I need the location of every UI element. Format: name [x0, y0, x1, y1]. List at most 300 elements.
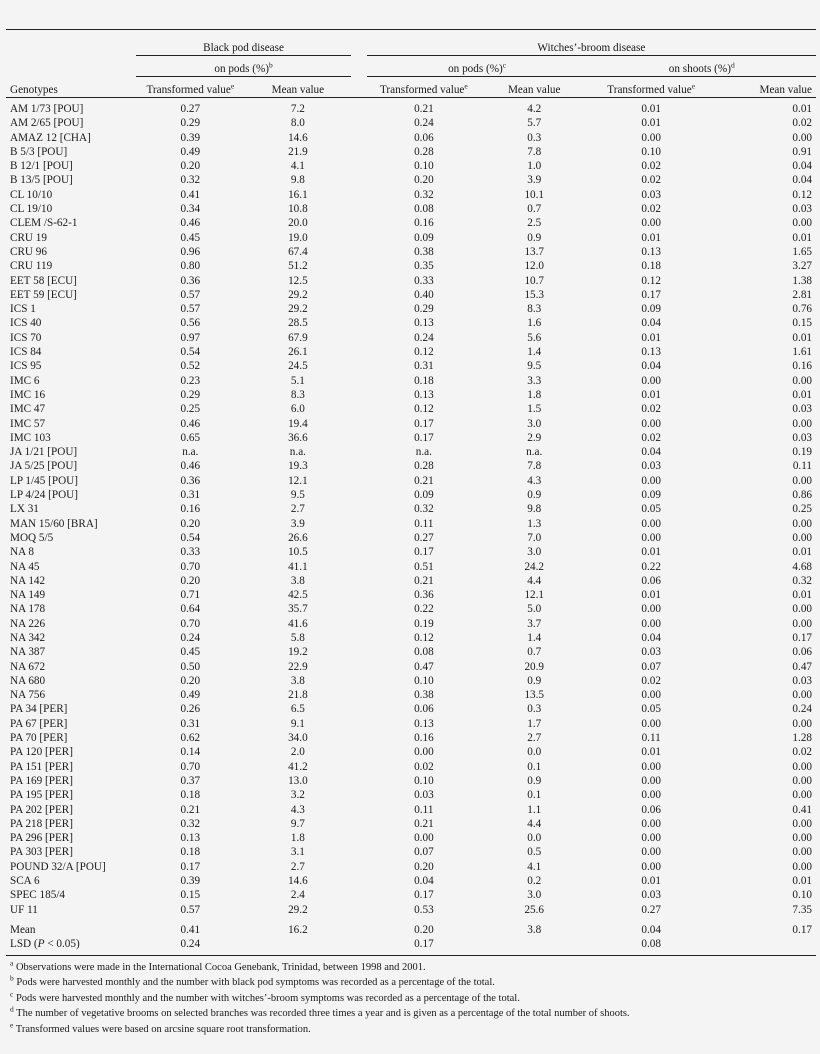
value-cell: 0.12 [414, 631, 434, 644]
value-cell: 0.28 [414, 460, 434, 473]
value-cell: 0.07 [641, 660, 661, 673]
value-cell: n.a. [526, 446, 543, 459]
value-cell: 2.5 [527, 217, 542, 230]
value-cell: 0.02 [641, 160, 661, 173]
value-cell: 29.2 [288, 288, 308, 301]
value-cell: 0.45 [180, 646, 201, 659]
value-cell: 0.17 [414, 417, 434, 430]
value-cell: 0.21 [180, 803, 201, 816]
value-cell: 1.1 [527, 803, 542, 816]
value-cell: 0.06 [641, 803, 661, 816]
value-cell: 0.20 [180, 517, 201, 530]
value-cell: 16.2 [288, 923, 308, 936]
table-row [6, 517, 816, 531]
value-cell: 12.1 [288, 474, 308, 487]
value-cell: 0.36 [414, 589, 434, 602]
value-cell: 0.54 [180, 346, 201, 359]
value-cell: 0.9 [527, 774, 542, 787]
table-row [6, 417, 816, 431]
value-cell: 1.4 [527, 631, 542, 644]
value-cell: 0.01 [641, 117, 661, 130]
value-cell: 0.00 [792, 717, 812, 730]
value-cell: 0.02 [414, 760, 434, 773]
value-cell: 0.18 [414, 374, 434, 387]
value-cell: 0.18 [180, 789, 201, 802]
value-cell: 0.16 [414, 732, 434, 745]
value-cell: 29.2 [288, 903, 308, 916]
value-cell: 0.80 [180, 260, 201, 273]
table-top-rule [6, 29, 816, 30]
genotype-cell: PA 34 [PER] [10, 703, 68, 716]
disease-table [6, 35, 816, 956]
value-cell: 0.31 [180, 489, 201, 502]
table-row [6, 116, 816, 130]
footnote: $^b$ Pods were harvested monthly and the number with black pod symptoms was recorded as a percentage of the total. [10, 973, 495, 989]
value-cell: 0.00 [792, 760, 812, 773]
value-cell: 0.00 [641, 760, 661, 773]
value-cell: 13.0 [288, 774, 308, 787]
value-cell: 0.00 [792, 131, 812, 144]
value-cell: 0.12 [414, 346, 434, 359]
table-row [6, 216, 816, 230]
value-cell: 0.14 [180, 746, 201, 759]
value-cell: 0.05 [641, 503, 661, 516]
value-cell: 4.4 [527, 574, 542, 587]
value-cell: 0.17 [792, 631, 812, 644]
value-cell: 12.1 [524, 589, 545, 602]
value-cell: 7.8 [527, 145, 542, 158]
genotype-cell: SPEC 185/4 [10, 889, 66, 902]
genotype-cell: ICS 95 [10, 360, 42, 373]
genotype-cell: ICS 1 [10, 303, 36, 316]
value-cell: 0.00 [641, 617, 661, 630]
value-cell: 6.5 [290, 703, 305, 716]
genotype-cell: NA 680 [10, 674, 46, 687]
value-cell: 0.06 [414, 131, 434, 144]
value-cell: 10.5 [288, 546, 308, 559]
value-cell: 1.0 [527, 160, 542, 173]
value-cell: 1.3 [527, 517, 542, 530]
value-cell: 0.01 [641, 331, 661, 344]
value-cell: 12.0 [524, 260, 545, 273]
table-row [6, 645, 816, 659]
value-cell: 0.02 [641, 174, 661, 187]
value-cell: 0.31 [414, 360, 434, 373]
value-cell: 0.00 [641, 846, 661, 859]
table-row [6, 888, 816, 902]
value-cell: 0.18 [180, 846, 201, 859]
value-cell: 0.00 [792, 832, 812, 845]
value-cell: 5.0 [527, 603, 542, 616]
footnote: $^a$ Observations were made in the International Cocoa Genebank, Trinidad, between 1998 and 2001. [10, 958, 426, 973]
value-cell: 0.03 [792, 431, 812, 444]
table-row [6, 674, 816, 688]
value-cell: 0.10 [641, 145, 661, 158]
value-cell: 13.7 [524, 245, 545, 258]
value-cell: 1.38 [792, 274, 812, 287]
value-cell: 0.10 [414, 674, 434, 687]
value-cell: 0.06 [641, 574, 661, 587]
value-cell: 0.00 [414, 832, 434, 845]
genotype-cell: AM 1/73 [POU] [10, 103, 84, 115]
value-cell: 19.3 [288, 460, 308, 473]
genotype-cell: SCA 6 [10, 875, 40, 888]
value-cell: 0.03 [641, 889, 661, 902]
table-row [6, 316, 816, 330]
value-cell: 9.5 [290, 489, 305, 502]
value-cell: 67.9 [288, 331, 308, 344]
value-cell: 5.1 [290, 374, 305, 387]
value-cell: 3.3 [527, 374, 542, 387]
header-transformed-1: Transformed value$^e$ [136, 77, 245, 98]
genotype-cell: AMAZ 12 [CHA] [10, 131, 91, 144]
value-cell: 0.13 [414, 388, 434, 401]
table-row [6, 288, 816, 302]
genotype-cell: CRU 119 [10, 260, 53, 273]
value-cell: 7.8 [527, 460, 542, 473]
value-cell: 3.9 [527, 174, 542, 187]
value-cell: 8.3 [290, 388, 305, 401]
value-cell: 0.12 [641, 274, 661, 287]
genotype-cell: NA 149 [10, 589, 46, 602]
value-cell: 0.32 [414, 503, 434, 516]
value-cell: 0.32 [180, 817, 201, 830]
table-row [6, 359, 816, 373]
value-cell: 0.04 [792, 160, 812, 173]
genotype-cell: IMC 103 [10, 431, 51, 444]
value-cell: 3.2 [290, 789, 305, 802]
value-cell: 3.7 [527, 617, 542, 630]
value-cell: 5.6 [527, 331, 542, 344]
value-cell: 0.15 [180, 889, 201, 902]
value-cell: 0.25 [180, 403, 201, 416]
value-cell: 9.8 [290, 174, 305, 187]
value-cell: 0.36 [180, 274, 201, 287]
value-cell: 12.5 [288, 274, 308, 287]
value-cell: 1.5 [527, 403, 542, 416]
value-cell: 5.7 [527, 117, 542, 130]
value-cell: 4.3 [290, 803, 305, 816]
genotype-cell: CRU 19 [10, 231, 47, 244]
value-cell: 0.01 [792, 388, 812, 401]
value-cell: 0.04 [641, 631, 661, 644]
table-row [6, 374, 816, 388]
value-cell: 0.22 [414, 603, 434, 616]
value-cell: 0.00 [792, 817, 812, 830]
header-on-pods-witches: on pods (%)$^c$ [367, 56, 588, 77]
value-cell: 21.9 [288, 145, 308, 158]
value-cell: 14.6 [288, 131, 308, 144]
genotype-cell: IMC 6 [10, 374, 40, 387]
footnote: $^e$ Transformed values were based on arcsine square root transformation. [10, 1020, 311, 1035]
value-cell: 16.1 [288, 188, 308, 201]
value-cell: 0.7 [527, 203, 542, 216]
value-cell: 0.24 [180, 631, 201, 644]
value-cell: 0.01 [641, 589, 661, 602]
value-cell: 9.1 [290, 717, 305, 730]
value-cell: 3.1 [290, 846, 305, 859]
value-cell: 0.40 [414, 288, 434, 301]
table-row [6, 502, 816, 516]
table-row [6, 188, 816, 202]
value-cell: 1.8 [290, 832, 305, 845]
table-row [6, 903, 816, 917]
table-row [6, 274, 816, 288]
value-cell: 20.9 [524, 660, 545, 673]
table-row [6, 531, 816, 545]
table-row [6, 788, 816, 802]
value-cell: 0.27 [414, 531, 434, 544]
value-cell: 0.01 [641, 546, 661, 559]
value-cell: 0.21 [414, 574, 434, 587]
value-cell: 51.2 [288, 260, 308, 273]
value-cell: 0.13 [641, 346, 661, 359]
genotype-cell: NA 178 [10, 603, 46, 616]
lsd-row [6, 937, 816, 955]
value-cell: 0.06 [414, 703, 434, 716]
value-cell: 0.13 [414, 717, 434, 730]
value-cell: 0.16 [180, 503, 201, 516]
value-cell: 0.28 [414, 145, 434, 158]
genotype-cell: POUND 32/A [POU] [10, 860, 106, 873]
value-cell: 10.8 [288, 203, 308, 216]
value-cell: 0.00 [641, 217, 661, 230]
value-cell: 0.29 [180, 117, 201, 130]
value-cell: 0.03 [792, 674, 812, 687]
value-cell: 2.7 [290, 503, 305, 516]
value-cell: 4.3 [527, 474, 542, 487]
value-cell: 0.01 [641, 231, 661, 244]
value-cell: 0.39 [180, 875, 201, 888]
genotype-cell: IMC 57 [10, 417, 46, 430]
value-cell: 0.04 [641, 360, 661, 373]
genotype-cell: PA 218 [PER] [10, 817, 73, 830]
value-cell: 29.2 [288, 303, 308, 316]
genotype-cell: NA 142 [10, 574, 46, 587]
value-cell: 0.1 [527, 760, 542, 773]
value-cell: 0.02 [792, 746, 812, 759]
value-cell: 19.0 [288, 231, 308, 244]
value-cell: 0.00 [792, 531, 812, 544]
table-row [6, 860, 816, 874]
value-cell: 3.8 [290, 674, 305, 687]
table-row [6, 702, 816, 716]
value-cell: n.a. [415, 446, 432, 459]
table-row [6, 745, 816, 759]
value-cell: 0.00 [792, 517, 812, 530]
table-row [6, 202, 816, 216]
table-row [6, 431, 816, 445]
value-cell: 0.01 [792, 331, 812, 344]
value-cell: 0.21 [414, 103, 434, 115]
value-cell: 0.51 [414, 560, 434, 573]
value-cell: 0.47 [792, 660, 812, 673]
value-cell: 0.03 [641, 188, 661, 201]
value-cell: 0.5 [527, 846, 542, 859]
genotype-cell: B 12/1 [POU] [10, 160, 73, 173]
value-cell: 0.3 [527, 703, 542, 716]
genotype-cell: JA 5/25 [POU] [10, 460, 78, 473]
value-cell: 3.27 [792, 260, 812, 273]
genotype-cell: EET 58 [ECU] [10, 274, 77, 287]
value-cell: 0.36 [180, 474, 201, 487]
value-cell: 0.00 [641, 131, 661, 144]
value-cell: 0.00 [792, 603, 812, 616]
value-cell: 8.3 [527, 303, 542, 316]
value-cell: 1.65 [792, 245, 812, 258]
value-cell: 0.7 [527, 646, 542, 659]
value-cell: 4.1 [290, 160, 305, 173]
value-cell: 7.35 [792, 903, 812, 916]
value-cell: 1.28 [792, 732, 812, 745]
value-cell: 7.0 [527, 531, 542, 544]
value-cell: 0.50 [180, 660, 201, 673]
value-cell: 5.8 [290, 631, 305, 644]
value-cell: 0.2 [527, 875, 542, 888]
value-cell: 0.49 [180, 689, 201, 702]
value-cell: 0.00 [792, 774, 812, 787]
header-transformed-2: Transformed value$^e$ [367, 77, 481, 98]
value-cell: 0.00 [641, 531, 661, 544]
value-cell: 3.0 [527, 417, 542, 430]
value-cell: 0.20 [180, 674, 201, 687]
value-cell: 1.4 [527, 346, 542, 359]
genotype-cell: MAN 15/60 [BRA] [10, 517, 98, 530]
value-cell: 6.0 [290, 403, 305, 416]
value-cell: 0.09 [414, 231, 434, 244]
value-cell: 0.00 [641, 689, 661, 702]
value-cell: 0.00 [641, 717, 661, 730]
value-cell: 0.00 [641, 789, 661, 802]
value-cell: 0.0 [527, 832, 542, 845]
value-cell: 0.32 [414, 188, 434, 201]
value-cell: 7.2 [290, 103, 305, 115]
value-cell: 0.24 [414, 117, 434, 130]
value-cell: 0.04 [641, 446, 661, 459]
value-cell: 24.2 [524, 560, 545, 573]
value-cell: 0.27 [641, 903, 661, 916]
value-cell: 0.00 [792, 374, 812, 387]
table-row [6, 688, 816, 702]
value-cell: 0.00 [792, 417, 812, 430]
value-cell: 0.24 [792, 703, 812, 716]
value-cell: 0.46 [180, 417, 201, 430]
value-cell: 0.00 [792, 217, 812, 230]
value-cell: 34.0 [288, 732, 308, 745]
lsd-label: LSD (P < 0.05) [6, 937, 136, 955]
header-mean-2: Mean value [481, 77, 587, 98]
value-cell: 0.70 [180, 560, 201, 573]
value-cell: 0.04 [414, 875, 434, 888]
genotype-cell: MOQ 5/5 [10, 531, 54, 544]
value-cell: 0.01 [792, 231, 812, 244]
value-cell: 0.57 [180, 288, 201, 301]
value-cell: 0.08 [414, 646, 434, 659]
value-cell: 3.8 [527, 923, 542, 936]
value-cell: 0.00 [641, 374, 661, 387]
table-row [6, 231, 816, 245]
value-cell: 2.9 [527, 431, 542, 444]
table-row [6, 817, 816, 831]
value-cell: 2.4 [290, 889, 305, 902]
value-cell: 0.34 [180, 203, 201, 216]
genotype-cell: LP 1/45 [POU] [10, 474, 78, 487]
value-cell: 0.07 [414, 846, 434, 859]
genotype-cell: JA 1/21 [POU] [10, 446, 78, 459]
value-cell: 0.9 [527, 674, 542, 687]
value-cell: 0.16 [414, 217, 434, 230]
value-cell: n.a. [289, 446, 306, 459]
table-row [6, 159, 816, 173]
table-row [6, 131, 816, 145]
value-cell: 0.04 [792, 174, 812, 187]
value-cell: 0.03 [641, 646, 661, 659]
value-cell: 10.1 [524, 188, 545, 201]
value-cell: 0.25 [792, 503, 812, 516]
value-cell: 0.20 [414, 174, 434, 187]
genotype-cell: PA 195 [PER] [10, 789, 73, 802]
header-witches-broom: Witches’-broom disease [367, 35, 816, 56]
value-cell: 0.01 [792, 546, 812, 559]
value-cell: 0.10 [792, 889, 812, 902]
value-cell: 41.1 [288, 560, 308, 573]
value-cell: 0.15 [792, 317, 812, 330]
genotype-cell: ICS 40 [10, 317, 42, 330]
value-cell: 0.17 [414, 431, 434, 444]
value-cell: 0.00 [641, 817, 661, 830]
value-cell: 0.86 [792, 489, 812, 502]
table-row [6, 874, 816, 888]
value-cell: 0.02 [792, 117, 812, 130]
genotype-cell: IMC 47 [10, 403, 46, 416]
genotype-cell: CL 10/10 [10, 188, 53, 201]
header-row-subgroup [6, 56, 816, 77]
genotype-cell: PA 70 [PER] [10, 732, 68, 745]
table-row [6, 459, 816, 473]
value-cell: 0.10 [414, 774, 434, 787]
value-cell: 21.8 [288, 689, 308, 702]
table-row [6, 302, 816, 316]
value-cell: 0.24 [414, 331, 434, 344]
value-cell: 28.5 [288, 317, 308, 330]
genotype-cell: NA 342 [10, 631, 46, 644]
value-cell: 0.00 [792, 789, 812, 802]
genotype-cell: ICS 70 [10, 331, 42, 344]
value-cell: 0.02 [641, 203, 661, 216]
value-cell: 4.1 [527, 860, 542, 873]
value-cell: 0.31 [180, 717, 201, 730]
table-row [6, 845, 816, 859]
value-cell: 0.37 [180, 774, 201, 787]
genotype-cell: B 13/5 [POU] [10, 174, 73, 187]
value-cell: 0.70 [180, 760, 201, 773]
value-cell: 24.5 [288, 360, 308, 373]
lsd-value-cell: 0.17 [367, 937, 481, 955]
value-cell: 0.38 [414, 689, 434, 702]
value-cell: 0.10 [414, 160, 434, 173]
value-cell: 0.02 [641, 431, 661, 444]
value-cell: 0.00 [641, 603, 661, 616]
table-row [6, 331, 816, 345]
table-row [6, 731, 816, 745]
value-cell: 0.00 [792, 846, 812, 859]
value-cell: 1.7 [527, 717, 542, 730]
value-cell: 0.62 [180, 732, 201, 745]
value-cell: 3.0 [527, 546, 542, 559]
lsd-value-cell: 0.08 [587, 937, 714, 955]
value-cell: 0.01 [792, 103, 812, 115]
value-cell: 0.00 [414, 746, 434, 759]
